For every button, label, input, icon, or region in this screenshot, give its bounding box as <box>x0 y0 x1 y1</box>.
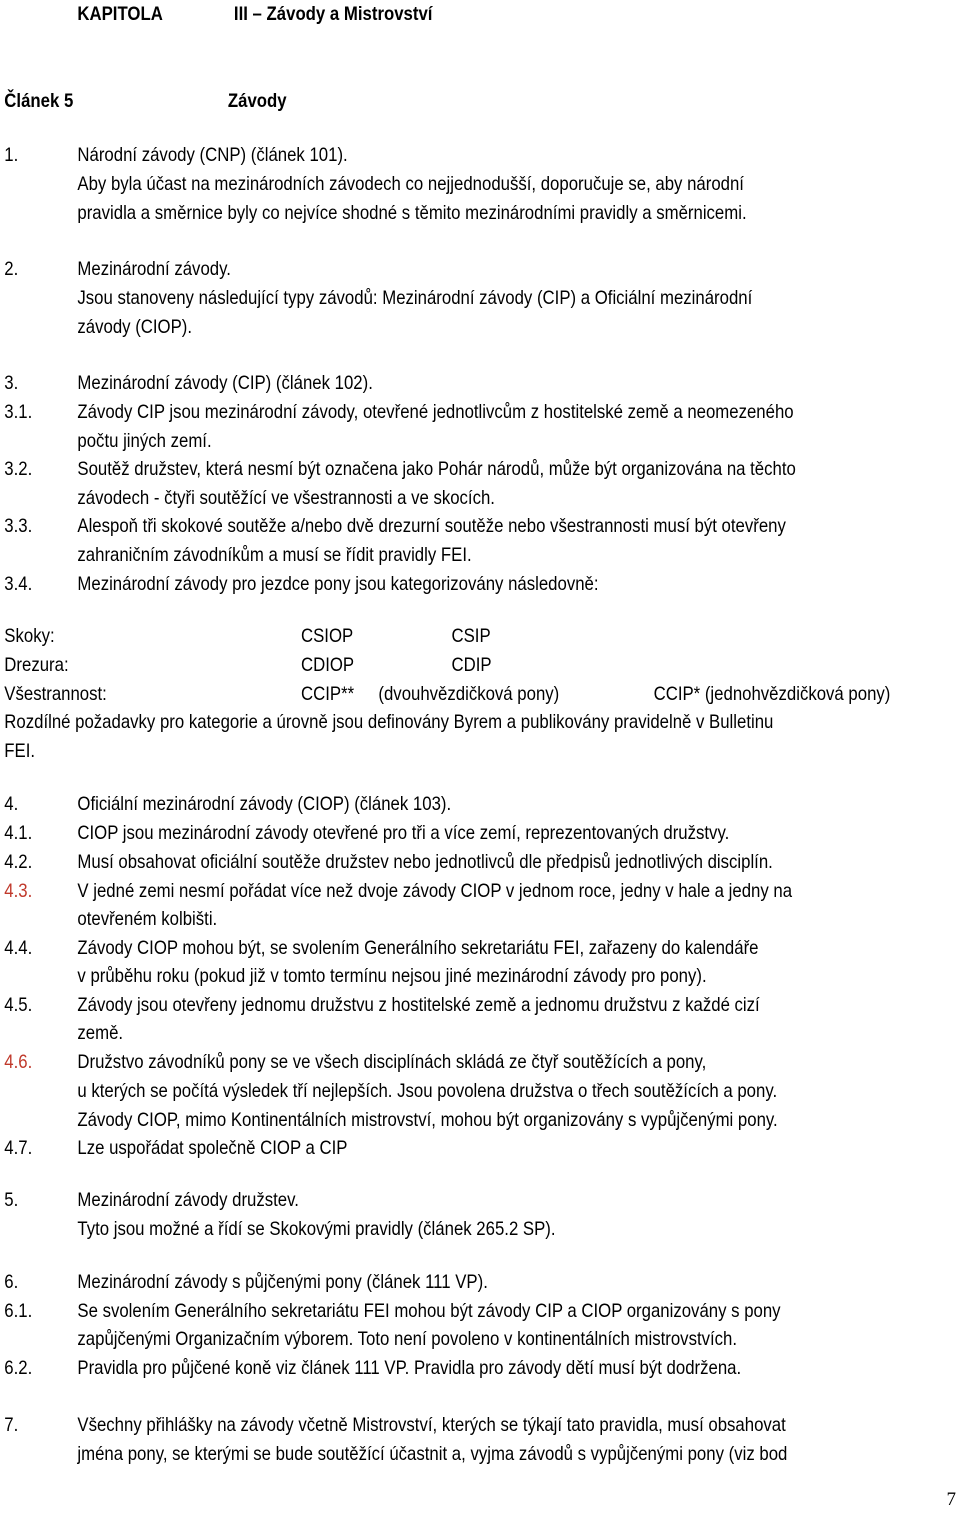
item-number: 3.1. <box>4 401 33 423</box>
item-line <box>0 199 826 228</box>
category-note: FEI. <box>4 740 36 762</box>
item-text: zahraničním závodníkům a musí se řídit pravidly FEI. <box>77 544 472 566</box>
item-line <box>0 1268 826 1297</box>
item-text: Mezinárodní závody. <box>77 258 231 280</box>
item-number: 6.2. <box>4 1357 33 1379</box>
item-line <box>0 1048 826 1077</box>
item-line <box>0 819 826 848</box>
item-text: V jedné zemi nesmí pořádat více než dvoje závody CIOP v jednom roce, jedny v hale a jedny na <box>77 880 793 902</box>
item-number: 3. <box>4 372 19 394</box>
item-number: 3.3. <box>4 515 33 537</box>
category-code-a: CSIOP <box>301 625 354 647</box>
article-label: Článek 5 <box>4 90 74 112</box>
category-row <box>0 651 826 680</box>
chapter-label: KAPITOLA <box>77 3 163 25</box>
item-number: 3.4. <box>4 573 33 595</box>
item-text: Alespoň tři skokové soutěže a/nebo dvě drezurní soutěže nebo všestrannosti musí být otevřeny <box>77 515 786 537</box>
item-line <box>0 255 826 284</box>
item-text: otevřeném kolbišti. <box>77 908 218 930</box>
item-text: v průběhu roku (pokud již v tomto termínu nejsou jiné mezinárodní závody pro pony). <box>77 965 707 987</box>
page-number: 7 <box>946 1489 956 1510</box>
item-line <box>0 991 826 1020</box>
item-line <box>0 1215 826 1244</box>
item-text: Všechny přihlášky na závody včetně Mistrovství, kterých se týkají tato pravidla, musí obsahovat <box>77 1414 786 1436</box>
item-line <box>0 541 826 570</box>
item-text: Závody jsou otevřeny jednomu družstvu z hostitelské země a jednomu družstvu z každé cizí <box>77 994 760 1016</box>
category-discipline: Drezura: <box>4 654 69 676</box>
item-text: u kterých se počítá výsledek tří nejlepších. Jsou povolena družstva o třech soutěžících a pony. <box>77 1080 778 1102</box>
item-line <box>0 1325 826 1354</box>
item-line <box>0 512 826 541</box>
item-text: Závody CIOP mohou být, se svolením Generálního sekretariátu FEI, zařazeny do kalendáře <box>77 937 759 959</box>
item-text: Národní závody (CNP) (článek 101). <box>77 144 348 166</box>
item-text: zapůjčenými Organizačním výborem. Toto není povoleno v kontinentálních mistrovstvích. <box>77 1328 738 1350</box>
item-line <box>0 1354 826 1383</box>
item-text: země. <box>77 1022 124 1044</box>
item-line <box>0 1297 826 1326</box>
item-number: 2. <box>4 258 19 280</box>
category-row <box>0 680 891 709</box>
item-number: 4.7. <box>4 1137 33 1159</box>
item-line <box>0 905 826 934</box>
category-note: Rozdílné požadavky pro kategorie a úrovně jsou definovány Byrem a publikovány pravidelně v Bulletinu <box>4 711 774 733</box>
item-number: 6. <box>4 1271 19 1293</box>
item-number: 5. <box>4 1189 19 1211</box>
item-text: Závody CIOP, mimo Kontinentálních mistrovství, mohou být organizovány s vypůjčenými pony. <box>77 1109 778 1131</box>
category-code-b: (dvouhvězdičková pony) <box>378 683 560 705</box>
article-heading <box>0 87 826 116</box>
item-text: počtu jiných zemí. <box>77 430 212 452</box>
item-number: 7. <box>4 1414 19 1436</box>
item-line <box>0 141 826 170</box>
item-line <box>0 962 826 991</box>
category-discipline: Všestrannost: <box>4 683 107 705</box>
item-number: 4.2. <box>4 851 33 873</box>
item-number: 4.1. <box>4 822 33 844</box>
item-number: 4.4. <box>4 937 33 959</box>
item-line <box>0 1077 826 1106</box>
item-text: závody (CIOP). <box>77 316 193 338</box>
item-number: 1. <box>4 144 19 166</box>
item-text: Závody CIP jsou mezinárodní závody, otevřené jednotlivcům z hostitelské země a neomezeného <box>77 401 794 423</box>
item-line <box>0 1440 826 1469</box>
item-line <box>0 1411 826 1440</box>
item-line <box>0 484 826 513</box>
article-title: Závody <box>227 90 287 112</box>
item-line <box>0 170 826 199</box>
item-number: 4.3. <box>4 880 33 902</box>
item-line <box>0 398 826 427</box>
category-code-b: CDIP <box>451 654 492 676</box>
category-code-c: CCIP* (jednohvězdičková pony) <box>653 683 891 705</box>
category-row <box>0 622 826 651</box>
item-line <box>0 1019 826 1048</box>
item-text: Mezinárodní závody pro jezdce pony jsou kategorizovány následovně: <box>77 573 599 595</box>
chapter-heading <box>0 0 826 29</box>
item-number: 6.1. <box>4 1300 33 1322</box>
category-discipline: Skoky: <box>4 625 55 647</box>
item-text: Mezinárodní závody s půjčenými pony (článek 111 VP). <box>77 1271 488 1293</box>
item-line <box>0 369 826 398</box>
item-line <box>0 877 826 906</box>
item-text: Pravidla pro půjčené koně viz článek 111 VP. Pravidla pro závody dětí musí být dodržena. <box>77 1357 742 1379</box>
item-line <box>0 848 826 877</box>
item-number: 4. <box>4 793 19 815</box>
category-note-line <box>0 737 826 766</box>
item-line <box>0 934 826 963</box>
item-text: Aby byla účast na mezinárodních závodech co nejjednodušší, doporučuje se, aby národní <box>77 173 744 195</box>
category-code-a: CDIOP <box>301 654 355 676</box>
item-text: Tyto jsou možné a řídí se Skokovými pravidly (článek 265.2 SP). <box>77 1218 556 1240</box>
item-line <box>0 570 826 599</box>
item-number: 3.2. <box>4 458 33 480</box>
item-line <box>0 1186 826 1215</box>
item-text: pravidla a směrnice byly co nejvíce shodné s těmito mezinárodními pravidly a směrnicemi. <box>77 202 747 224</box>
item-text: jména pony, se kterými se bude soutěžící účastnit a, vyjma závodů s vypůjčenými pony (viz bod <box>77 1443 788 1465</box>
item-line <box>0 313 826 342</box>
item-line <box>0 455 826 484</box>
category-note-line <box>0 708 826 737</box>
category-code-a: CCIP** <box>301 683 355 705</box>
item-line <box>0 1106 826 1135</box>
item-text: Jsou stanoveny následující typy závodů: Mezinárodní závody (CIP) a Oficiální mezinárodní <box>77 287 753 309</box>
item-text: Musí obsahovat oficiální soutěže družstev nebo jednotlivců dle předpisů jednotlivých disciplín. <box>77 851 773 873</box>
item-number: 4.6. <box>4 1051 33 1073</box>
item-line <box>0 427 826 456</box>
item-line <box>0 284 826 313</box>
chapter-title: III – Závody a Mistrovství <box>233 3 433 25</box>
item-line <box>0 790 826 819</box>
item-text: Lze uspořádat společně CIOP a CIP <box>77 1137 348 1159</box>
item-text: Oficiální mezinárodní závody (CIOP) (článek 103). <box>77 793 452 815</box>
item-text: Soutěž družstev, která nesmí být označena jako Pohár národů, může být organizována na těchto <box>77 458 796 480</box>
category-code-b: CSIP <box>451 625 491 647</box>
item-line <box>0 1134 826 1163</box>
item-text: Mezinárodní závody (CIP) (článek 102). <box>77 372 373 394</box>
item-text: Mezinárodní závody družstev. <box>77 1189 299 1211</box>
item-number: 4.5. <box>4 994 33 1016</box>
item-text: Družstvo závodníků pony se ve všech disciplínách skládá ze čtyř soutěžících a pony, <box>77 1051 707 1073</box>
item-text: závodech - čtyři soutěžící ve všestrannosti a ve skocích. <box>77 487 495 509</box>
item-text: CIOP jsou mezinárodní závody otevřené pro tři a více zemí, reprezentovaných družstvy. <box>77 822 730 844</box>
item-text: Se svolením Generálního sekretariátu FEI mohou být závody CIP a CIOP organizovány s pony <box>77 1300 781 1322</box>
